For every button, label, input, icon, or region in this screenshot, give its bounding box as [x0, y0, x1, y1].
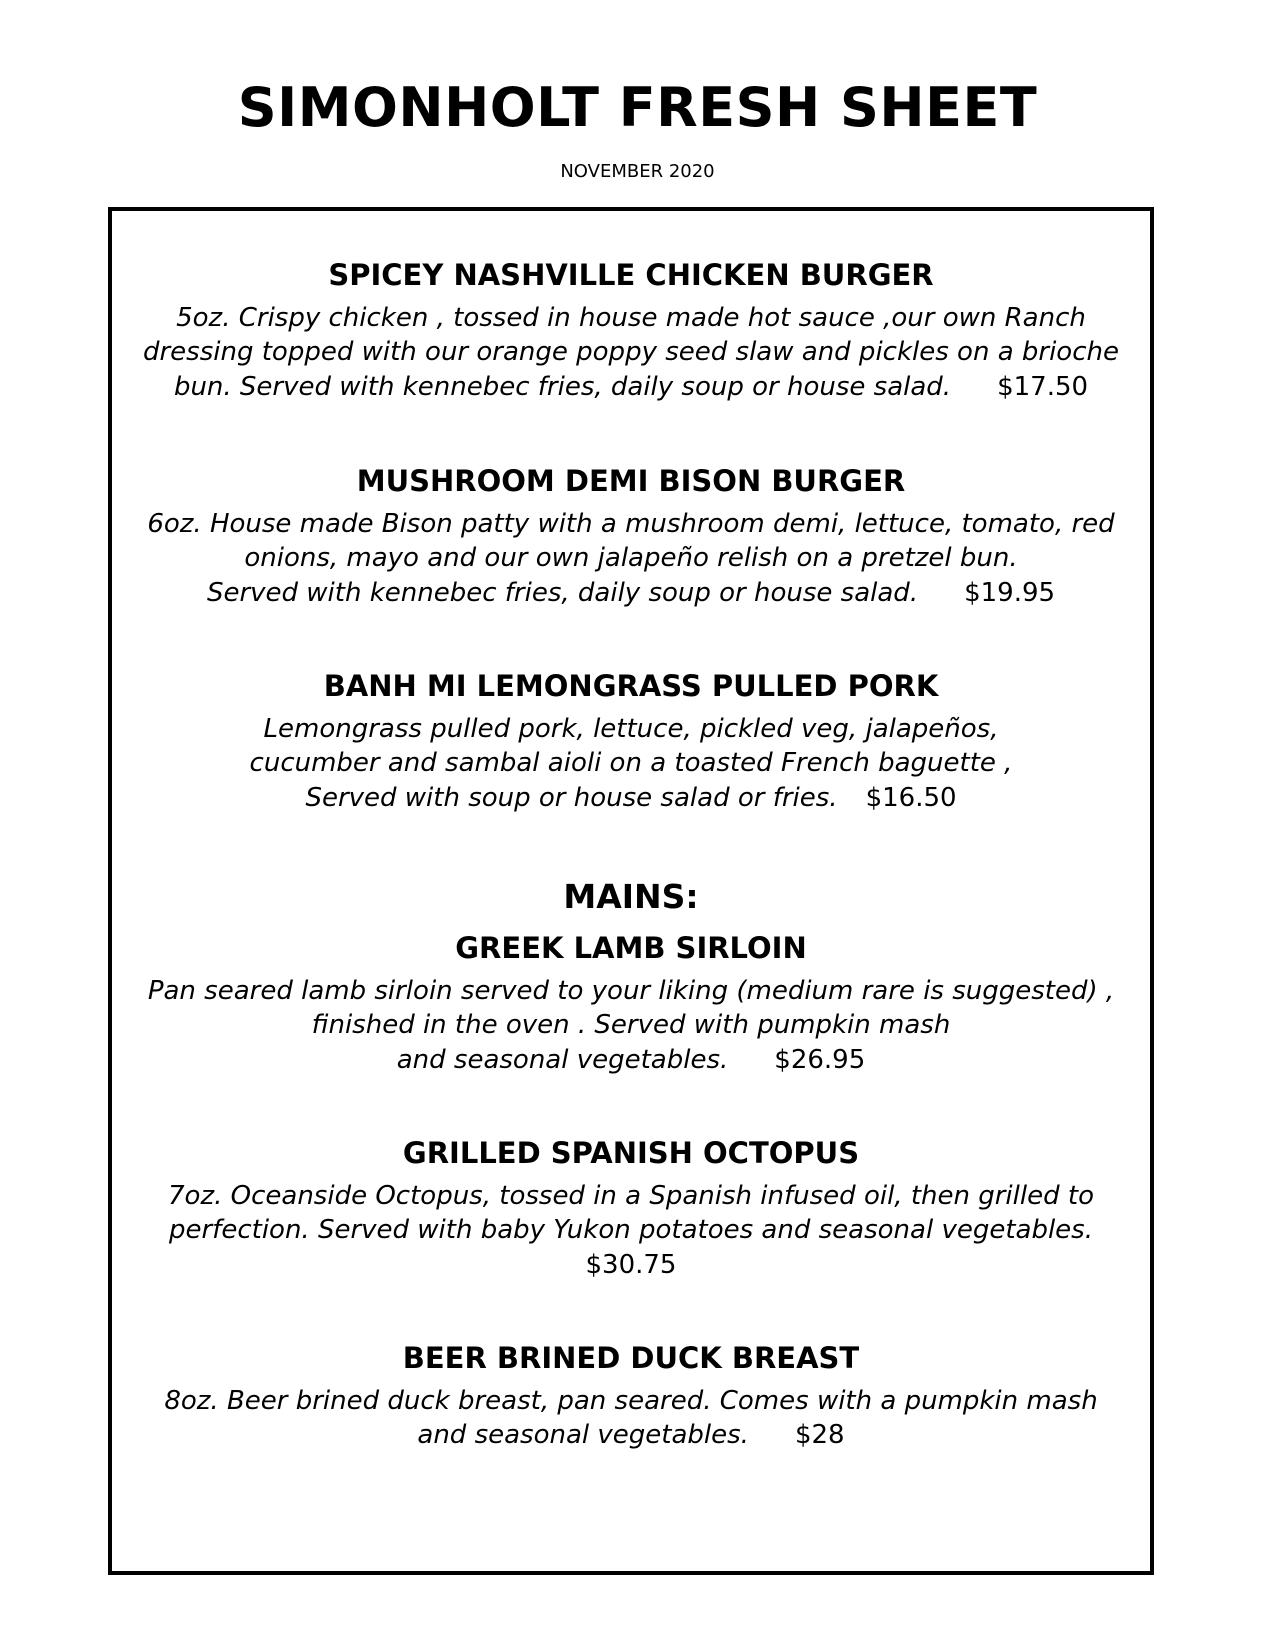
item-price: $16.50: [865, 782, 957, 813]
item-name: BEER BRINED DUCK BREAST: [402, 1341, 860, 1375]
menu-box: [108, 207, 1154, 1575]
item-name: BANH MI LEMONGRASS PULLED PORK: [323, 669, 939, 703]
item-name: MUSHROOM DEMI BISON BURGER: [356, 464, 906, 498]
item-price: $17.50: [997, 371, 1089, 402]
desc-line: and seasonal vegetables.: [417, 1420, 749, 1451]
menu-item-beer-brined-duck-breast: [112, 1341, 1150, 1453]
mains-heading: MAINS:: [563, 877, 699, 916]
desc-line: 7oz. Oceanside Octopus, tossed in a Spanish infused oil, then grilled to: [168, 1180, 1094, 1211]
desc-line: dressing topped with our orange poppy seed slaw and pickles on a brioche: [142, 337, 1119, 368]
desc-line: perfection. Served with baby Yukon potatoes and seasonal vegetables.: [168, 1215, 1093, 1246]
desc-line: and seasonal vegetables.: [396, 1044, 729, 1075]
menu-item-greek-lamb-sirloin: [112, 931, 1150, 1077]
desc-line: 8oz. Beer brined duck breast, pan seared. Comes with a pumpkin mash: [164, 1385, 1098, 1416]
item-name: SPICEY NASHVILLE CHICKEN BURGER: [328, 258, 934, 292]
item-description: [112, 1179, 1150, 1283]
item-price: $26.95: [774, 1044, 866, 1075]
menu-item-banh-mi: [112, 669, 1150, 815]
desc-line: Lemongrass pulled pork, lettuce, pickled veg, jalapeños,: [263, 713, 999, 744]
item-description: [112, 301, 1150, 405]
desc-line: bun. Served with kennebec fries, daily soup or house salad.: [173, 371, 952, 402]
desc-line: 6oz. House made Bison patty with a mushroom demi, lettuce, tomato, red: [147, 508, 1115, 539]
desc-line: 5oz. Crispy chicken , tossed in house made hot sauce ,our own Ranch: [176, 302, 1086, 333]
item-description: [112, 507, 1150, 611]
item-name: GRILLED SPANISH OCTOPUS: [402, 1136, 860, 1170]
desc-line: Served with soup or house salad or fries.: [305, 782, 838, 813]
menu-item-grilled-spanish-octopus: [112, 1136, 1150, 1282]
desc-line: Pan seared lamb sirloin served to your liking (medium rare is suggested) ,: [147, 975, 1115, 1006]
item-price: $28: [794, 1420, 845, 1451]
menu-item-nashville-chicken-burger: [112, 258, 1150, 404]
item-description: [112, 712, 1150, 816]
item-price: $19.95: [964, 577, 1056, 608]
desc-line: Served with kennebec fries, daily soup or house salad.: [206, 577, 919, 608]
desc-line: cucumber and sambal aioli on a toasted French baguette ,: [249, 748, 1013, 779]
item-description: [112, 1384, 1150, 1453]
item-description: [112, 974, 1150, 1078]
item-name: GREEK LAMB SIRLOIN: [455, 931, 807, 965]
menu-date: NOVEMBER 2020: [560, 161, 715, 182]
item-price: $30.75: [585, 1249, 677, 1280]
menu-item-bison-burger: [112, 464, 1150, 610]
desc-line: finished in the oven . Served with pumpkin mash: [311, 1010, 951, 1041]
page-title: SIMONHOLT FRESH SHEET: [237, 76, 1038, 139]
desc-line: onions, mayo and our own jalapeño relish on a pretzel bun.: [244, 543, 1018, 574]
